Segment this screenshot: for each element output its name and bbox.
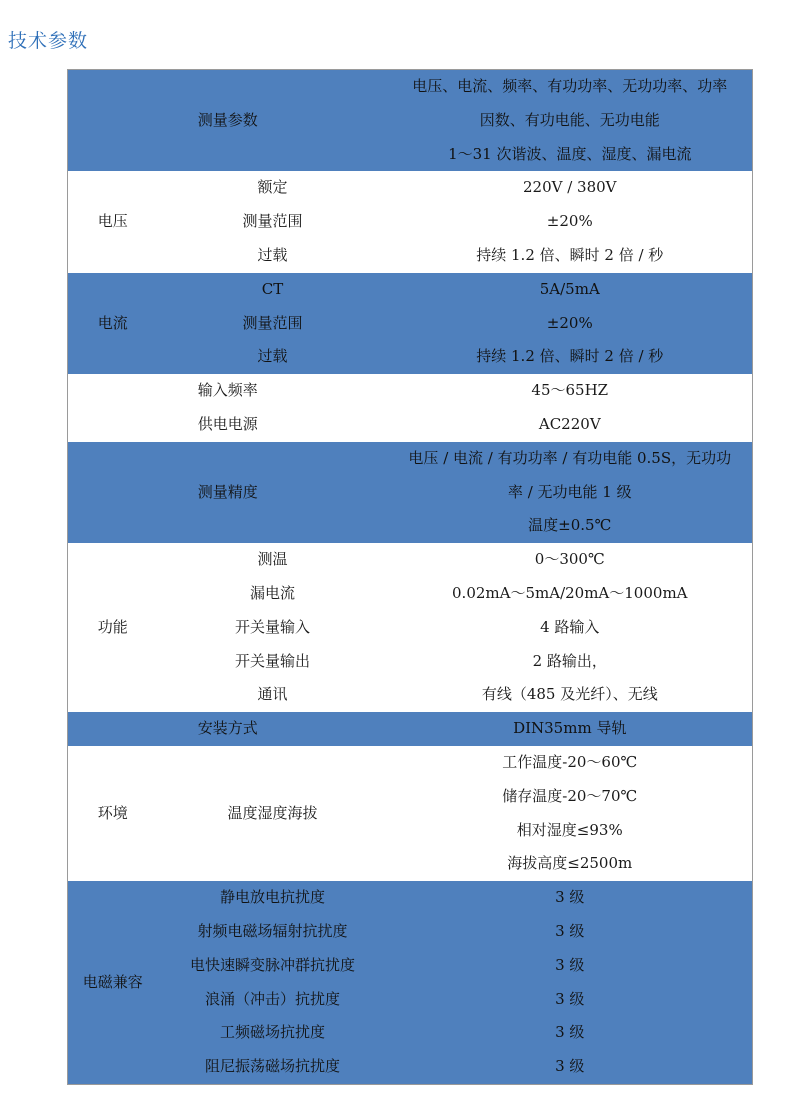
param-value: 3 级	[388, 983, 753, 1017]
param-label: 额定	[158, 171, 388, 205]
param-value: 45～65HZ	[388, 374, 753, 408]
param-label: 开关量输入	[158, 611, 388, 645]
param-value: DIN35mm 导轨	[388, 712, 753, 746]
param-label: 通讯	[158, 678, 388, 712]
table-row	[68, 983, 753, 1017]
table-row	[68, 408, 753, 442]
param-value: 电压、电流、频率、有功功率、无功功率、功率	[388, 70, 753, 104]
param-value: 0～300℃	[388, 543, 753, 577]
param-value: 3 级	[388, 949, 753, 983]
table-row	[68, 1050, 753, 1084]
param-label: 测量精度	[68, 442, 388, 543]
table-row	[68, 340, 753, 374]
table-row	[68, 307, 753, 341]
table-row	[68, 273, 753, 307]
param-value: 4 路输入	[388, 611, 753, 645]
param-value: 温度±0.5℃	[388, 509, 753, 543]
param-label: 阻尼振荡磁场抗扰度	[158, 1050, 388, 1084]
param-value: 海拔高度≤2500m	[388, 847, 753, 881]
category-label: 环境	[68, 746, 158, 881]
table-row	[68, 949, 753, 983]
table-row	[68, 712, 753, 746]
table-row	[68, 171, 753, 205]
param-label: 测量参数	[68, 70, 388, 172]
param-label: 射频电磁场辐射抗扰度	[158, 915, 388, 949]
param-label: 漏电流	[158, 577, 388, 611]
param-label: 过载	[158, 340, 388, 374]
param-label: 工频磁场抗扰度	[158, 1016, 388, 1050]
param-value: 工作温度-20～60℃	[388, 746, 753, 780]
param-value: 3 级	[388, 915, 753, 949]
param-value: 2 路输出，	[388, 645, 753, 679]
table-row	[68, 746, 753, 780]
param-value: 0.02mA～5mA/20mA～1000mA	[388, 577, 753, 611]
param-label: 供电电源	[68, 408, 388, 442]
param-value: 相对湿度≤93%	[388, 814, 753, 848]
table-row	[68, 881, 753, 915]
param-value: ±20%	[388, 205, 753, 239]
param-label: 开关量输出	[158, 645, 388, 679]
table-row	[68, 678, 753, 712]
param-value: 3 级	[388, 1050, 753, 1084]
table-row	[68, 374, 753, 408]
table-row	[68, 611, 753, 645]
param-value: 电压 / 电流 / 有功功率 / 有功电能 0.5S，无功功	[388, 442, 753, 476]
param-value: 220V / 380V	[388, 171, 753, 205]
param-value: ±20%	[388, 307, 753, 341]
table-row	[68, 645, 753, 679]
param-label: 温度湿度海拔	[158, 746, 388, 881]
param-value: 持续 1.2 倍、瞬时 2 倍 / 秒	[388, 239, 753, 273]
param-label: 测温	[158, 543, 388, 577]
category-label: 电压	[68, 171, 158, 272]
param-label: 浪涌（冲击）抗扰度	[158, 983, 388, 1017]
category-label: 功能	[68, 543, 158, 712]
table-row	[68, 1016, 753, 1050]
param-label: 电快速瞬变脉冲群抗扰度	[158, 949, 388, 983]
param-label: 安装方式	[68, 712, 388, 746]
table-row	[68, 915, 753, 949]
param-value: 持续 1.2 倍、瞬时 2 倍 / 秒	[388, 340, 753, 374]
param-value: 储存温度-20～70℃	[388, 780, 753, 814]
param-label: 测量范围	[158, 205, 388, 239]
param-value: 1～31 次谐波、温度、湿度、漏电流	[388, 138, 753, 172]
table-row	[68, 577, 753, 611]
param-value: 率 / 无功电能 1 级	[388, 476, 753, 510]
category-label: 电磁兼容	[68, 881, 158, 1084]
table-row	[68, 543, 753, 577]
category-label: 电流	[68, 273, 158, 374]
page-title: 技术参数	[8, 30, 89, 52]
param-label: 静电放电抗扰度	[158, 881, 388, 915]
table-row	[68, 239, 753, 273]
param-value: 3 级	[388, 1016, 753, 1050]
param-label: 测量范围	[158, 307, 388, 341]
param-value: 3 级	[388, 881, 753, 915]
table-row	[68, 70, 753, 104]
param-label: 输入频率	[68, 374, 388, 408]
param-value: 有线（485 及光纤）、无线	[388, 678, 753, 712]
param-label: 过载	[158, 239, 388, 273]
table-row	[68, 442, 753, 476]
table-row	[68, 205, 753, 239]
spec-table	[67, 69, 753, 1085]
param-value: 因数、有功电能、无功电能	[388, 104, 753, 138]
param-value: AC220V	[388, 408, 753, 442]
param-value: 5A/5mA	[388, 273, 753, 307]
param-label: CT	[158, 273, 388, 307]
